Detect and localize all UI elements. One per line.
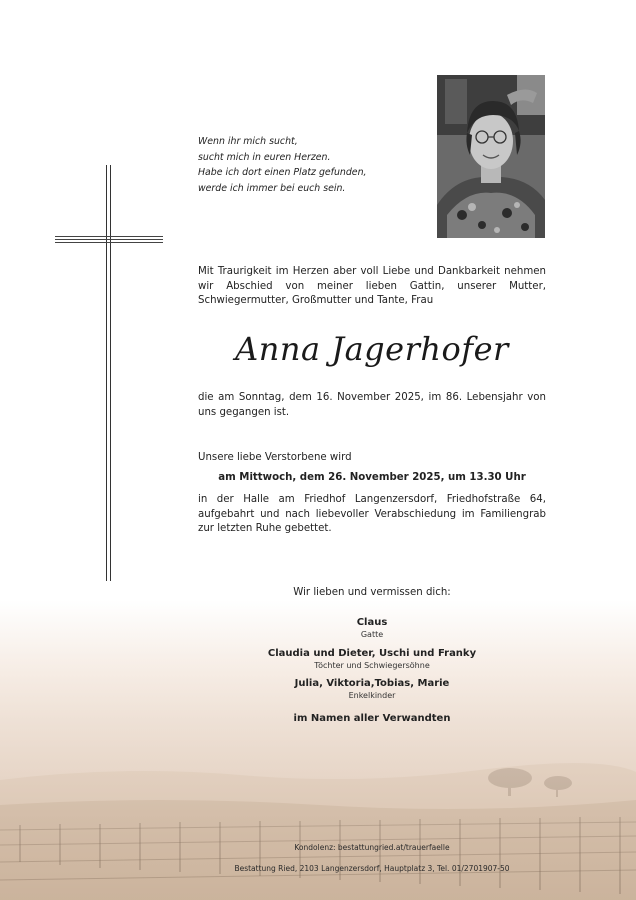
deceased-name: Anna Jagerhofer [235,330,509,368]
cross-horizontal-line [55,236,163,237]
funeral-text: in der Halle am Friedhof Langenzersdorf, Friedhofstraße 64, aufgebahrt und nach liebevoller Verabschiedung im Familiengrab zur letzten Ruhe gebettet. [198,494,546,534]
funeral-date: am Mittwoch, dem 26. November 2025, um 13.30 Uhr [218,472,526,483]
poem [198,134,418,196]
intro-text: Mit Traurigkeit im Herzen aber voll Liebe und Dankbarkeit nehmen wir Abschied von meiner lieben Gattin, unserer Mutter, Schwiegermutter, Großmutter und Tante, Frau [198,266,546,306]
mourner-role: Gatte [360,630,384,639]
cross-horizontal-line [55,239,163,240]
funeral-intro: Unsere liebe Verstorbene wird [198,452,352,463]
poem-line: Wenn ihr mich sucht, [198,136,298,147]
mourner-role: Töchter und Schwiegersöhne [314,661,430,670]
condolence-link[interactable]: Kondolenz: bestattungried.at/trauerfaelle [294,843,450,852]
relatives-line: im Namen aller Verwandten [293,713,451,724]
portrait-photo [437,75,545,238]
poem-line: sucht mich in euren Herzen. [198,151,331,163]
poem-line: Habe ich dort einen Platz gefunden, [198,167,367,178]
cross-vertical-line-right [110,165,111,581]
cross-vertical-line-left [106,165,107,581]
mourner-name: Claus [356,617,388,628]
poem-line: werde ich immer bei euch sein. [198,182,346,194]
funeral-home-address: Bestattung Ried, 2103 Langenzersdorf, Hauptplatz 3, Tel. 01/2701907-50 [234,864,510,873]
death-text: die am Sonntag, dem 16. November 2025, im 86. Lebensjahr von uns gegangen ist. [198,392,546,418]
cross-horizontal-line [55,242,163,243]
mourner-name: Julia, Viktoria,Tobias, Marie [294,678,450,689]
farewell-line: Wir lieben und vermissen dich: [293,587,451,598]
mourner-name: Claudia und Dieter, Uschi und Franky [267,648,477,659]
mourner-role: Enkelkinder [348,691,396,700]
vineyard-landscape-background [0,600,636,900]
